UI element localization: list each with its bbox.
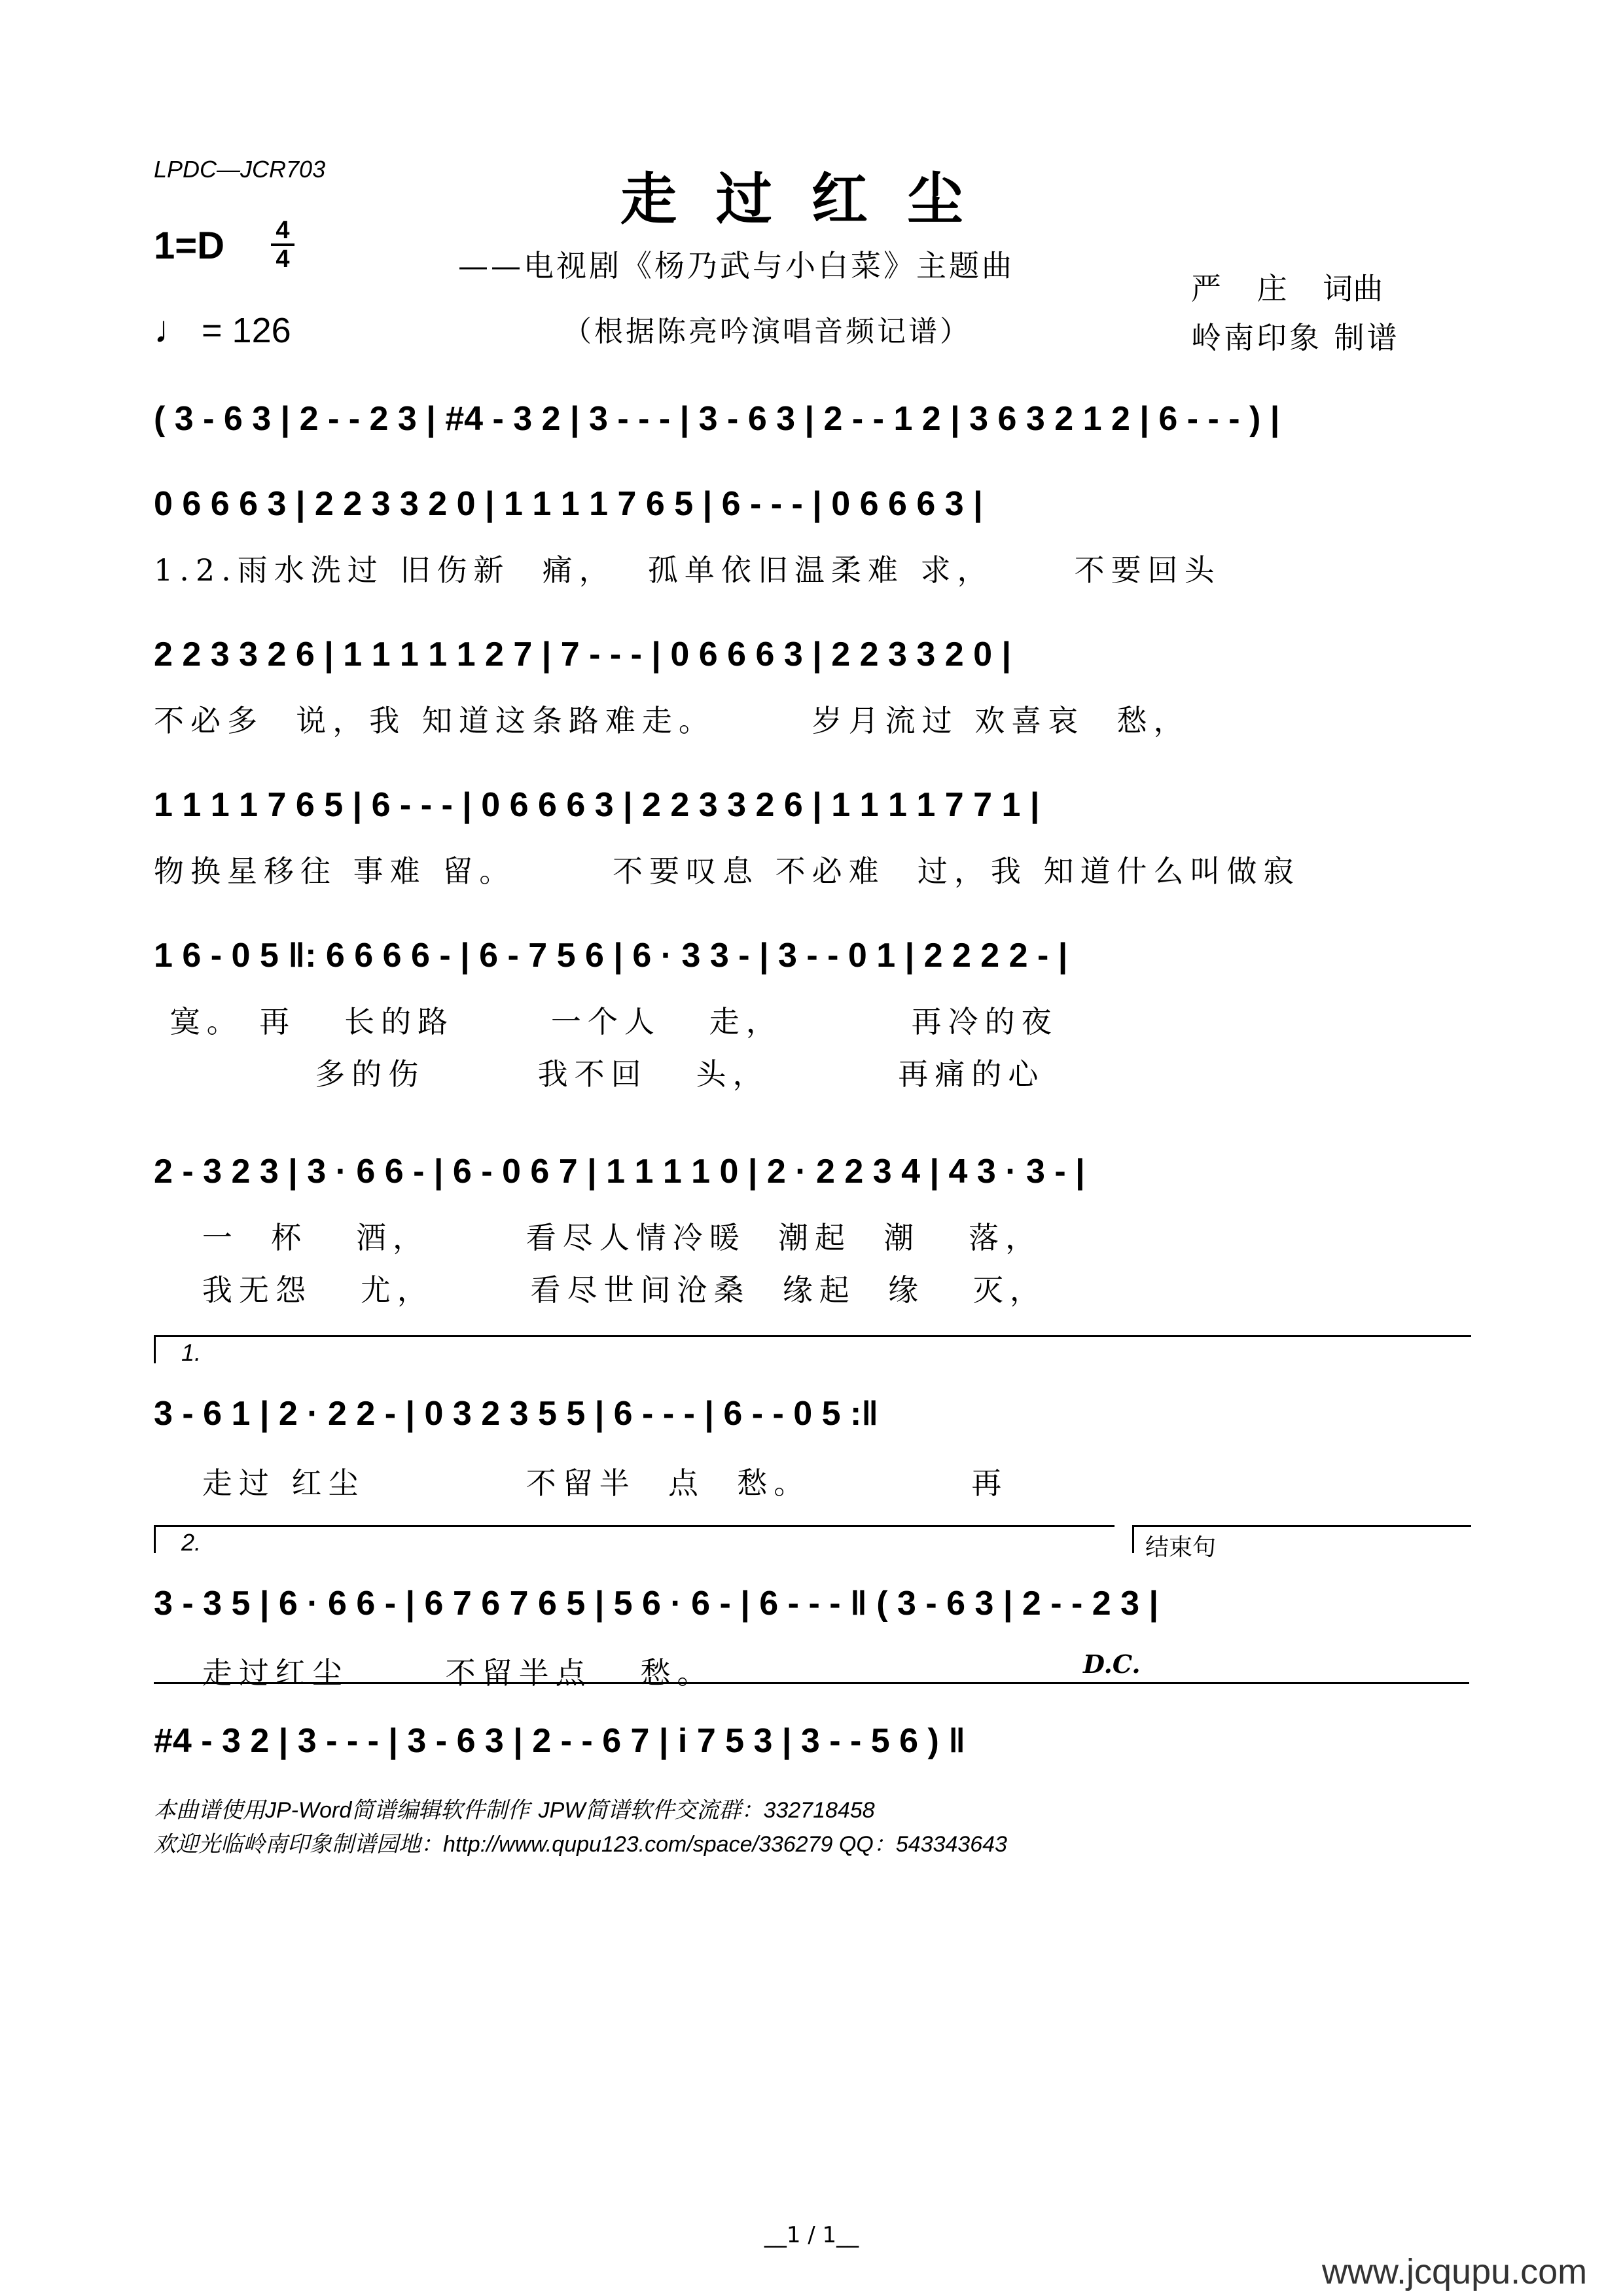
- footer-software-note: 本曲谱使用JP-Word简谱编辑软件制作 JPW简谱软件交流群：332718458: [154, 1798, 875, 1823]
- song-title: 走过红尘: [620, 166, 1003, 232]
- credit-score: 岭南印象 制谱: [1191, 320, 1400, 355]
- notes-row: 1 1 1 1 7 6 5 | 6 - - - | 0 6 6 6 3 | 2 2 3 3 2 6 | 1 1 1 1 7 7 1 |: [154, 786, 1040, 824]
- notes-row: ( 3 - 6 3 | 2 - - 2 3 | #4 - 3 2 | 3 - - - | 3 - 6 3 | 2 - - 1 2 | 3 6 3 2 1 2 | 6 - - - ) |: [154, 400, 1280, 438]
- footer-site-link[interactable]: 欢迎光临岭南印象制谱园地：http://www.qupu123.com/space/336279 QQ：543343643: [154, 1832, 1007, 1857]
- time-signature: [270, 217, 296, 272]
- tempo-value: = 126: [202, 311, 291, 350]
- notes-row: 3 - 3 5 | 6 · 6 6 - | 6 7 6 7 6 5 | 5 6 · 6 - | 6 - - - ‖ ( 3 - 6 3 | 2 - - 2 3 |: [154, 1585, 1159, 1623]
- quarter-note-icon: ♩: [154, 308, 192, 351]
- volta-bracket: [154, 1525, 1115, 1553]
- notes-row: 2 - 3 2 3 | 3 · 6 6 - | 6 - 0 6 7 | 1 1 1 1 0 | 2 · 2 2 3 4 | 4 3 · 3 - |: [154, 1153, 1085, 1191]
- lyric-line: 不必多 说，我 知道这条路难走。 岁月流过 欢喜哀 愁，: [154, 703, 1190, 738]
- source-note: （根据陈亮吟演唱音频记谱）: [563, 315, 971, 348]
- ending-number: 1.: [181, 1339, 202, 1366]
- score-code: LPDC—JCR703: [154, 156, 326, 183]
- notes-row: 1 6 - 0 5 ‖: 6 6 6 6 - | 6 - 7 5 6 | 6 · 3 3 - | 3 - - 0 1 | 2 2 2 2 - |: [154, 937, 1068, 975]
- page-number: __1 / 1__: [764, 2222, 859, 2248]
- lyric-line: 走过红尘 不留半点 愁。: [154, 1655, 714, 1691]
- separator-line: [154, 1682, 1469, 1684]
- volta-bracket: [154, 1335, 1471, 1363]
- key-signature: 1=D: [154, 224, 225, 267]
- lyric-line: 多的伤 我不回 头， 再痛的心: [154, 1056, 1045, 1092]
- notes-row: 0 6 6 6 3 | 2 2 3 3 2 0 | 1 1 1 1 7 6 5 | 6 - - - | 0 6 6 6 3 |: [154, 485, 983, 523]
- lyric-line: 走过 红尘 不留半 点 愁。 再: [154, 1465, 1008, 1501]
- subtitle: ——电视剧《杨乃武与小白菜》主题曲: [458, 248, 1014, 283]
- time-bottom: 4: [276, 245, 290, 273]
- site-watermark: www.jcqupu.com: [1322, 2252, 1588, 2291]
- tempo: [154, 308, 291, 351]
- notes-row: #4 - 3 2 | 3 - - - | 3 - 6 3 | 2 - - 6 7 | i 7 5 3 | 3 - - 5 6 ) ‖: [154, 1722, 966, 1760]
- da-capo-mark: D.C.: [1083, 1649, 1141, 1679]
- lyric-line: 寞。 再 长的路 一个人 走， 再冷的夜: [154, 1004, 1058, 1039]
- coda-label: 结束句: [1145, 1534, 1217, 1561]
- time-top: 4: [276, 217, 290, 244]
- ending-number: 2.: [181, 1529, 202, 1556]
- lyric-line: 物换星移往 事难 留。 不要叹息 不必难 过，我 知道什么叫做寂: [154, 853, 1300, 889]
- lyric-line: 一 杯 酒， 看尽人情冷暖 潮起 潮 落，: [154, 1220, 1043, 1255]
- notes-row: 2 2 3 3 2 6 | 1 1 1 1 1 2 7 | 7 - - - | 0 6 6 6 3 | 2 2 3 3 2 0 |: [154, 636, 1012, 673]
- notes-row: 3 - 6 1 | 2 · 2 2 - | 0 3 2 3 5 5 | 6 - - - | 6 - - 0 5 :‖: [154, 1395, 879, 1433]
- lyric-line: 我无怨 尤， 看尽世间沧桑 缘起 缘 灭，: [154, 1272, 1046, 1308]
- credit-lyrics: 严 庄 词曲: [1191, 271, 1383, 306]
- lyric-line: 1.2.雨水洗过 旧伤新 痛， 孤单依旧温柔难 求， 不要回头: [154, 552, 1221, 588]
